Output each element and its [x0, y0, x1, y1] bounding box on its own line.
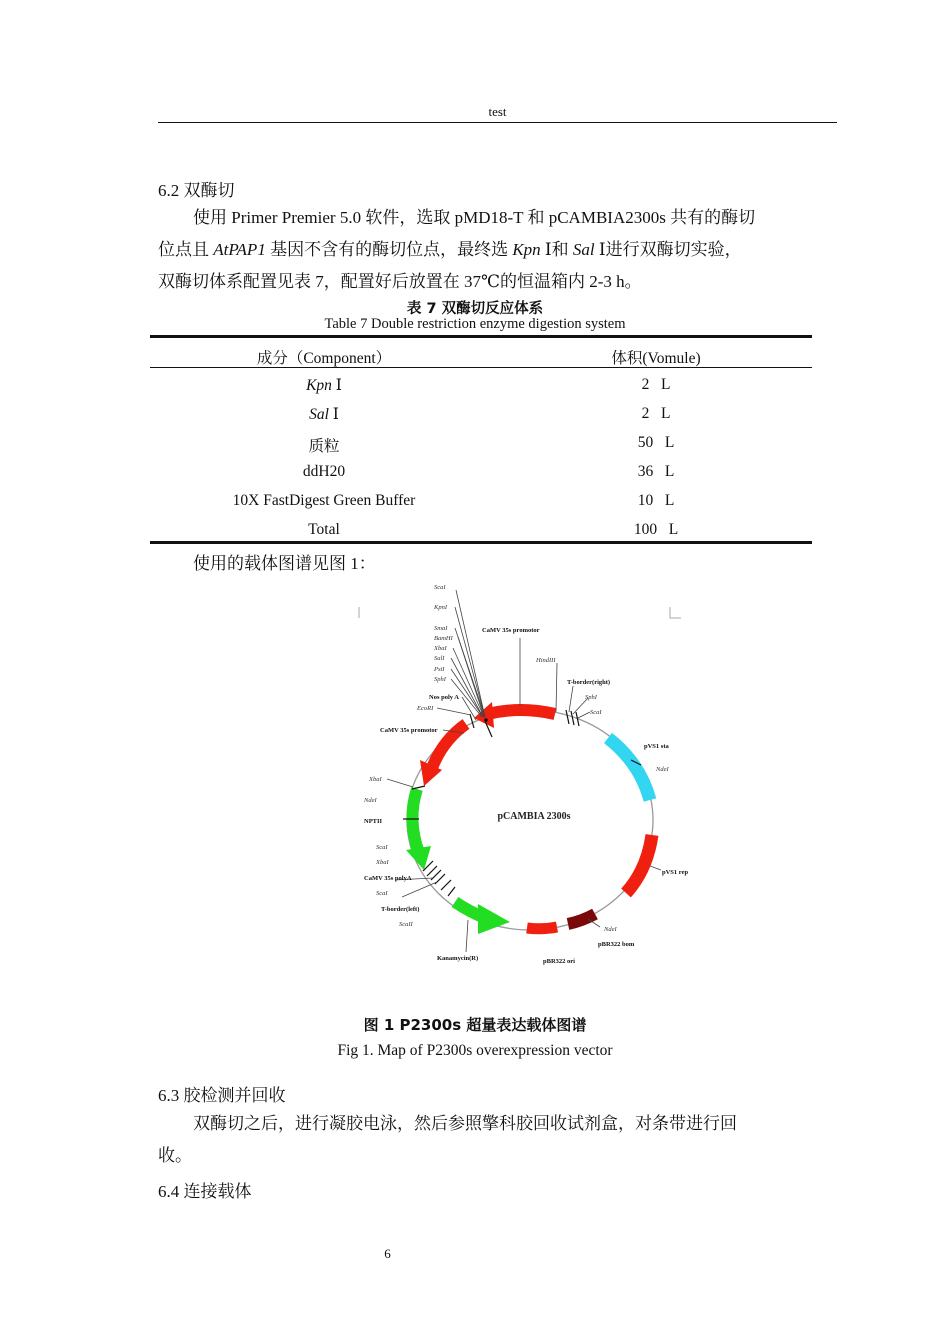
vector-intro-text: 使用的载体图谱见图 1： [193, 554, 376, 573]
label-ndei-bottom: NdeI [604, 926, 617, 933]
table-header-volume: 体积(Vomule) [611, 350, 701, 367]
label-ndei-left: NdeI [364, 797, 377, 804]
paragraph-line-3: 双酶切体系配置见表 7，配置好后放置在 37℃的恒温箱内 2-3 h。 [158, 272, 642, 291]
paragraph-line-1: 使用 Primer Premier 5.0 软件，选取 pMD18-T 和 pCAMBIA2300s 共有的酶切 [193, 208, 756, 227]
paragraph-line-2 [158, 234, 837, 266]
label-scai-right: ScaI [590, 709, 602, 716]
component-name: 10X FastDigest Green Buffer [232, 492, 416, 509]
paragraph-line-1: 双酶切之后，进行凝胶电泳，然后参照擎科胶回收试剂盒，对条带进行回 [193, 1114, 737, 1133]
pvs1-rep-feature [626, 835, 652, 893]
site-ticks [403, 710, 641, 896]
component-name: ddH20 [302, 463, 346, 480]
text-span: Ⅰ和 [540, 240, 573, 259]
pbr322-ori-feature [527, 927, 557, 929]
label-pbr322-bom: pBR322 bom [598, 941, 635, 948]
component-name: 质粒 [308, 438, 340, 455]
label-camv-promoter-top: CaMV 35s promotor [482, 627, 540, 634]
header-rule [158, 122, 837, 123]
table-caption-cn: 表 7 双酶切反应体系 [406, 301, 544, 317]
enzyme-sal: Sal [572, 240, 595, 259]
camv-promoter-top-feature [488, 710, 555, 714]
corner-mark [670, 607, 681, 618]
table-cell-component [150, 405, 498, 424]
plasmid-name: pCAMBIA 2300s [497, 811, 571, 822]
label-scaii: ScaII [399, 921, 413, 928]
gene-name: AtPAP1 [213, 240, 266, 259]
section-6-3-heading: 6.3 胶检测并回收 [158, 1086, 286, 1105]
table-cell-component [150, 492, 498, 510]
label-ndei-right: NdeI [656, 766, 669, 773]
text-span: 位点且 [158, 240, 214, 259]
label-xbai-left: XbaI [369, 776, 382, 783]
table-cell-volume: 2 L [641, 376, 671, 393]
text-span: 基因不含有的酶切位点，最终选 [265, 240, 513, 259]
figure-caption-cn: 图 1 P2300s 超量表达载体图谱 [363, 1016, 587, 1034]
plasmid-map [340, 576, 720, 976]
label-smai: SmaI [434, 625, 448, 632]
label-scai-l3: ScaI [376, 890, 388, 897]
section-6-4-heading: 6.4 连接载体 [158, 1182, 252, 1201]
label-kanamycin: Kanamycin(R) [437, 955, 479, 962]
table-cell-component [150, 521, 498, 539]
component-suffix: Ⅰ [331, 377, 342, 394]
figure-caption-en: Fig 1. Map of P2300s overexpression vector [337, 1042, 613, 1059]
label-pvs1-sta: pVS1 sta [644, 743, 669, 750]
label-t-border-left: T-border(left) [381, 906, 420, 913]
table-cell-component [150, 434, 498, 456]
component-name: Total [308, 521, 340, 538]
pbr322-bom-feature [568, 914, 595, 924]
label-camv-promoter-left: CaMV 35s promotor [380, 727, 438, 734]
label-sphi-right: SphI [585, 694, 597, 701]
label-xbai: XbaI [434, 645, 447, 652]
label-sali: SalI [434, 655, 445, 662]
table-header-rule [150, 367, 812, 368]
table-cell-volume: 10 L [637, 492, 675, 509]
enzyme-name: Sal [309, 406, 329, 423]
label-kpni: KpnI [434, 604, 447, 611]
label-pvs1-rep: pVS1 rep [662, 869, 689, 876]
label-camv-poly-a: CaMV 35s polyA [364, 875, 412, 882]
label-nos-poly-a: Nos poly A [429, 694, 459, 701]
label-psti: PstI [434, 666, 445, 673]
table-cell-volume: 2 L [641, 405, 671, 422]
enzyme-name: Kpn [306, 377, 332, 394]
arrowhead [478, 904, 510, 934]
label-scai: ScaI [434, 584, 446, 591]
label-bamhi: BamHI [434, 635, 453, 642]
nptii-feature [412, 789, 419, 853]
label-hindiii: HindIII [536, 657, 556, 664]
label-t-border-right: T-border(right) [567, 679, 611, 686]
page-number: 6 [384, 1246, 391, 1261]
table-cell-volume: 36 L [637, 463, 675, 480]
table-cell-volume: 50 L [637, 434, 675, 451]
paragraph-line-2: 收。 [158, 1146, 192, 1165]
text-span: Ⅰ进行双酶切实验， [594, 240, 742, 259]
table-header-component: 成分（Component） [256, 350, 392, 367]
table-cell-component [150, 376, 498, 395]
table-cell-volume: 100 L [633, 521, 679, 538]
table-cell-component [150, 463, 498, 481]
table-bottom-rule [150, 541, 812, 544]
label-xbai-l2: XbaI [376, 859, 389, 866]
label-nptii: NPTII [364, 818, 383, 825]
enzyme-kpn: Kpn [512, 240, 541, 259]
section-6-3-paragraph [158, 1108, 837, 1172]
table-top-rule [150, 335, 812, 338]
label-pbr322-ori: pBR322 ori [543, 958, 575, 965]
page-header: test [488, 104, 507, 119]
section-6-2-paragraph [158, 202, 837, 298]
label-sphi: SphI [434, 676, 446, 683]
mcs-dot [484, 718, 488, 722]
label-scai-l1: ScaI [376, 844, 388, 851]
component-suffix: Ⅰ [328, 406, 339, 423]
table-caption-en: Table 7 Double restriction enzyme digestion system [324, 316, 626, 332]
section-6-2-heading: 6.2 双酶切 [158, 181, 235, 200]
label-ecori: EcoRI [417, 705, 434, 712]
